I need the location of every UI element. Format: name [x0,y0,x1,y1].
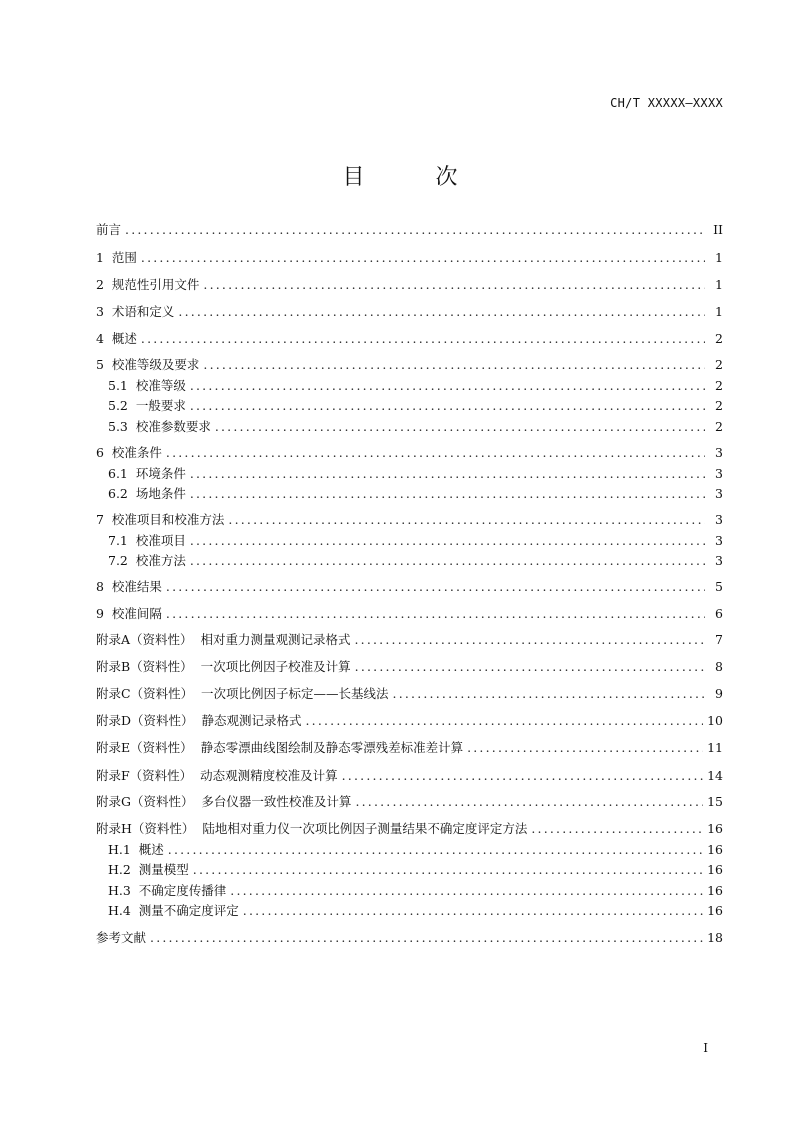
toc-entry-page: 8 [715,659,723,674]
toc-entry[interactable] [108,861,723,879]
toc-entry-label: 附录H（资料性） 陆地相对重力仪一次项比例因子测量结果不确定度评定方法 [96,821,528,836]
toc-leader-dots [178,303,705,321]
toc-entry-page: II [713,222,723,237]
toc-entry-label: 2 规范性引用文件 [96,277,200,292]
toc-entry-page: 16 [707,883,723,898]
toc-entry-label: H.3 不确定度传播律 [108,883,227,898]
page-number: I [703,1041,708,1055]
toc-entry[interactable] [108,485,723,503]
toc-entry-label: 3 术语和定义 [96,304,175,319]
toc-entry-label: H.4 测量不确定度评定 [108,903,239,918]
toc-leader-dots [228,511,705,529]
toc-entry-label: 5.1 校准等级 [108,378,186,393]
toc-leader-dots [193,861,703,879]
toc-entry-page: 1 [715,277,723,292]
toc-entry-page: 16 [707,821,723,836]
toc-entry-label: 附录F（资料性） 动态观测精度校准及计算 [96,768,338,783]
toc-leader-dots [166,578,705,596]
page-title: 目 次 [342,165,490,190]
toc-entry-label: 参考文献 [96,930,147,945]
toc-entry[interactable] [96,578,723,596]
toc-entry[interactable] [96,511,723,529]
toc-entry-label: 6.2 场地条件 [108,486,186,501]
toc-entry-page: 16 [707,842,723,857]
toc-entry-label: 7.1 校准项目 [108,533,186,548]
toc-entry[interactable] [96,767,723,785]
toc-entry[interactable] [96,685,723,703]
toc-entry-label: 附录D（资料性） 静态观测记录格式 [96,713,302,728]
toc-entry[interactable] [108,532,723,550]
toc-leader-dots [243,902,703,920]
toc-entry-page: 15 [707,794,723,809]
toc-entry-label: 9 校准间隔 [96,606,162,621]
toc-leader-dots [393,685,705,703]
toc-entry-page: 2 [715,378,723,393]
toc-leader-dots [342,767,703,785]
toc-leader-dots [125,221,705,239]
toc-entry-label: 附录G（资料性） 多台仪器一致性校准及计算 [96,794,352,809]
toc-entry-page: 2 [715,398,723,413]
toc-entry[interactable] [96,605,723,623]
toc-entry-page: 14 [707,768,723,783]
toc-entry-label: 8 校准结果 [96,579,162,594]
toc-entry-page: 1 [715,250,723,265]
toc-entry-page: 3 [715,533,723,548]
toc-leader-dots [166,605,705,623]
toc-entry-page: 1 [715,304,723,319]
toc-leader-dots [531,820,703,838]
toc-entry[interactable] [96,444,723,462]
toc-entry-label: 4 概述 [96,331,137,346]
toc-entry[interactable] [96,221,723,239]
toc-entry[interactable] [96,820,723,838]
toc-entry-label: 附录B（资料性） 一次项比例因子校准及计算 [96,659,351,674]
toc-entry-label: H.1 概述 [108,842,164,857]
toc-leader-dots [190,465,705,483]
toc-entry-label: 5.3 校准参数要求 [108,419,211,434]
toc-leader-dots [203,356,705,374]
toc-entry-page: 18 [707,930,723,945]
toc-entry-page: 2 [715,331,723,346]
toc-leader-dots [355,658,705,676]
toc-entry-page: 3 [715,553,723,568]
toc-entry-page: 2 [715,357,723,372]
toc-leader-dots [190,397,705,415]
toc-leader-dots [467,739,703,757]
toc-entry-page: 16 [707,862,723,877]
toc-entry[interactable] [96,739,723,757]
toc-entry[interactable] [108,418,723,436]
toc-entry[interactable] [96,356,723,374]
toc-leader-dots [354,631,705,649]
toc-entry-label: 前言 [96,222,122,237]
toc-entry-label: 5 校准等级及要求 [96,357,200,372]
toc-entry[interactable] [96,631,723,649]
toc-entry-label: 1 范围 [96,250,137,265]
toc-entry[interactable] [108,882,723,900]
toc-entry-label: 附录A（资料性） 相对重力测量观测记录格式 [96,632,351,647]
toc-entry[interactable] [108,397,723,415]
toc-entry[interactable] [96,712,723,730]
toc-entry-label: 6.1 环境条件 [108,466,186,481]
toc-entry-page: 3 [715,466,723,481]
toc-entry[interactable] [96,276,723,294]
toc-entry-page: 6 [715,606,723,621]
toc-leader-dots [203,276,705,294]
toc-entry-page: 3 [715,486,723,501]
toc-entry-page: 9 [715,686,723,701]
toc-entry[interactable] [96,658,723,676]
toc-entry[interactable] [96,249,723,267]
toc-entry[interactable] [96,330,723,348]
toc-entry-page: 7 [715,632,723,647]
toc-leader-dots [141,330,705,348]
toc-entry-label: 7.2 校准方法 [108,553,186,568]
toc-entry-label: 7 校准项目和校准方法 [96,512,225,527]
toc-leader-dots [168,841,703,859]
toc-entry-label: 附录C（资料性） 一次项比例因子标定——长基线法 [96,686,389,701]
toc-entry-label: 5.2 一般要求 [108,398,186,413]
toc-entry-page: 16 [707,903,723,918]
toc-entry-page: 5 [715,579,723,594]
toc-entry-page: 3 [715,445,723,460]
toc-entry[interactable] [96,303,723,321]
toc-entry[interactable] [96,793,723,811]
toc-leader-dots [150,929,703,947]
toc-leader-dots [190,532,705,550]
toc-leader-dots [190,377,705,395]
toc-leader-dots [190,485,705,503]
toc-leader-dots [230,882,703,900]
toc-entry[interactable] [96,929,723,947]
toc-entry-page: 11 [707,740,723,755]
toc-entry[interactable] [108,552,723,570]
toc-leader-dots [141,249,705,267]
standard-code: CH/T XXXXX—XXXX [610,96,723,110]
toc-leader-dots [215,418,705,436]
toc-entry[interactable] [108,902,723,920]
toc-leader-dots [166,444,705,462]
toc-leader-dots [355,793,703,811]
toc-entry[interactable] [108,377,723,395]
toc-entry-label: 6 校准条件 [96,445,162,460]
toc-entry-label: 附录E（资料性） 静态零漂曲线图绘制及静态零漂残差标准差计算 [96,740,464,755]
toc-leader-dots [305,712,703,730]
toc-entry[interactable] [108,465,723,483]
toc-entry-page: 2 [715,419,723,434]
toc-entry-page: 3 [715,512,723,527]
toc-entry-page: 10 [707,713,723,728]
toc-entry-label: H.2 测量模型 [108,862,189,877]
toc-entry[interactable] [108,841,723,859]
toc-leader-dots [190,552,705,570]
